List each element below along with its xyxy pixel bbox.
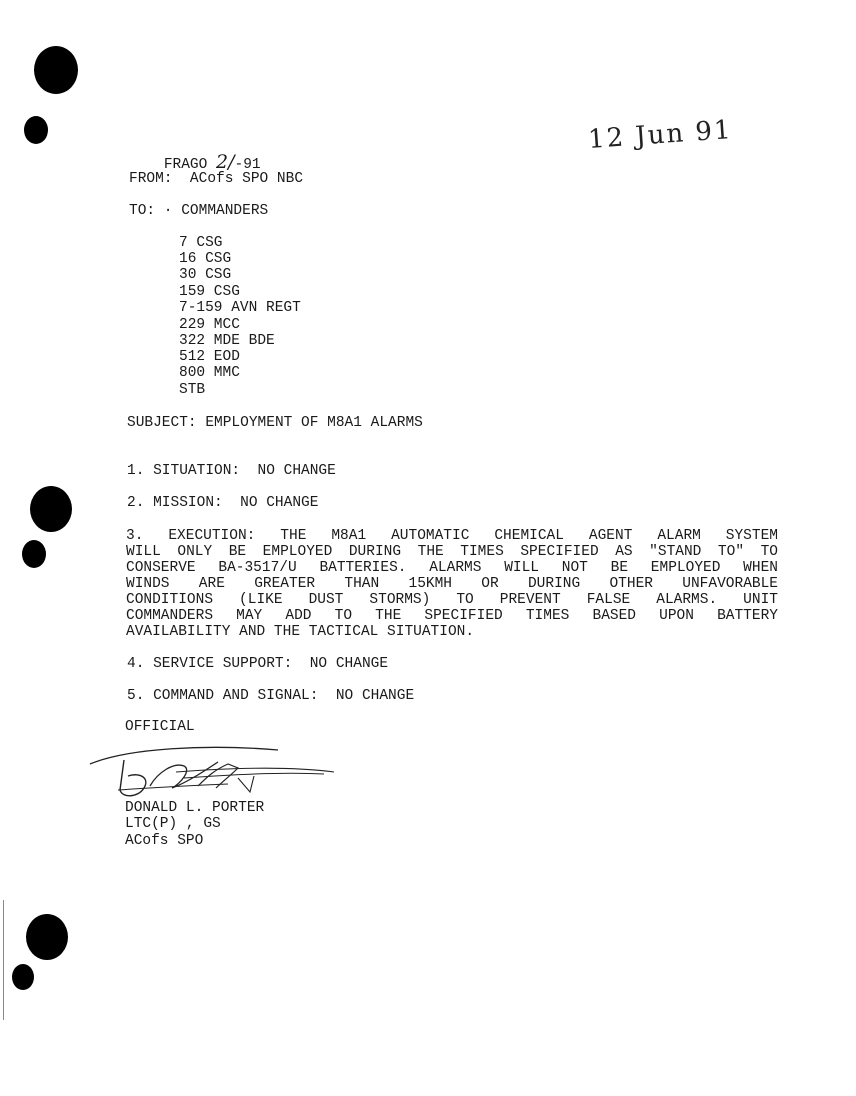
paragraph-command-signal: 5. COMMAND AND SIGNAL: NO CHANGE [127, 688, 415, 704]
recipient-item: 800 MMC [179, 365, 240, 381]
paragraph-execution-line: 3. EXECUTION: THE M8A1 AUTOMATIC CHEMICAL AGENT ALARM SYSTEM [126, 528, 778, 544]
punch-hole [26, 914, 68, 960]
punch-hole [24, 116, 48, 144]
punch-hole [22, 540, 46, 568]
paragraph-execution-line: AVAILABILITY AND THE TACTICAL SITUATION. [126, 624, 475, 640]
paragraph-service-support: 4. SERVICE SUPPORT: NO CHANGE [127, 656, 389, 672]
recipient-item: 30 CSG [179, 267, 232, 283]
signature-image [88, 742, 338, 804]
paragraph-execution-line: WINDS ARE GREATER THAN 15KMH OR DURING OTHER UNFAVORABLE [126, 576, 778, 592]
signer-name: DONALD L. PORTER [125, 800, 265, 816]
from-label: FROM: [129, 171, 173, 187]
official-label: OFFICIAL [125, 719, 195, 735]
recipient-item: 16 CSG [179, 251, 232, 267]
from-line [129, 171, 303, 187]
from-value: ACofs SPO NBC [189, 171, 304, 187]
subject-value: EMPLOYMENT OF M8A1 ALARMS [205, 415, 423, 431]
punch-hole [34, 46, 78, 94]
signer-office: ACofs SPO [125, 833, 204, 849]
signer-rank: LTC(P) , GS [125, 816, 221, 832]
recipient-item: 7 CSG [179, 235, 223, 251]
subject-line [127, 415, 423, 431]
punch-hole [12, 964, 34, 990]
paragraph-situation: 1. SITUATION: NO CHANGE [127, 463, 336, 479]
paragraph-mission: 2. MISSION: NO CHANGE [127, 495, 319, 511]
paragraph-execution-line: COMMANDERS MAY ADD TO THE SPECIFIED TIMES BASED UPON BATTERY [126, 608, 778, 624]
recipient-item: 322 MDE BDE [179, 333, 275, 349]
recipient-item: 159 CSG [179, 284, 240, 300]
paragraph-execution-line: CONDITIONS (LIKE DUST STORMS) TO PREVENT FALSE ALARMS. UNIT [126, 592, 778, 608]
recipient-item: 229 MCC [179, 317, 240, 333]
frago-number: 2/ [216, 151, 235, 173]
recipient-item: 7-159 AVN REGT [179, 300, 301, 316]
frago-prefix: FRAGO [163, 157, 208, 173]
paragraph-execution-line: WILL ONLY BE EMPLOYED DURING THE TIMES SPECIFIED AS "STAND TO" TO [126, 544, 778, 560]
handwritten-date: 12 Jun 91 [587, 114, 734, 156]
to-line: TO: · COMMANDERS [129, 203, 269, 219]
subject-label: SUBJECT: [127, 415, 197, 431]
paragraph-execution-line: CONSERVE BA-3517/U BATTERIES. ALARMS WILL NOT BE EMPLOYED WHEN [126, 560, 778, 576]
scan-edge-line [3, 900, 4, 1020]
frago-suffix: -91 [234, 157, 261, 173]
recipient-item: 512 EOD [179, 349, 240, 365]
punch-hole [30, 486, 72, 532]
to-label: TO: [129, 203, 156, 219]
recipient-item: STB [179, 382, 206, 398]
to-value: COMMANDERS [181, 203, 269, 219]
